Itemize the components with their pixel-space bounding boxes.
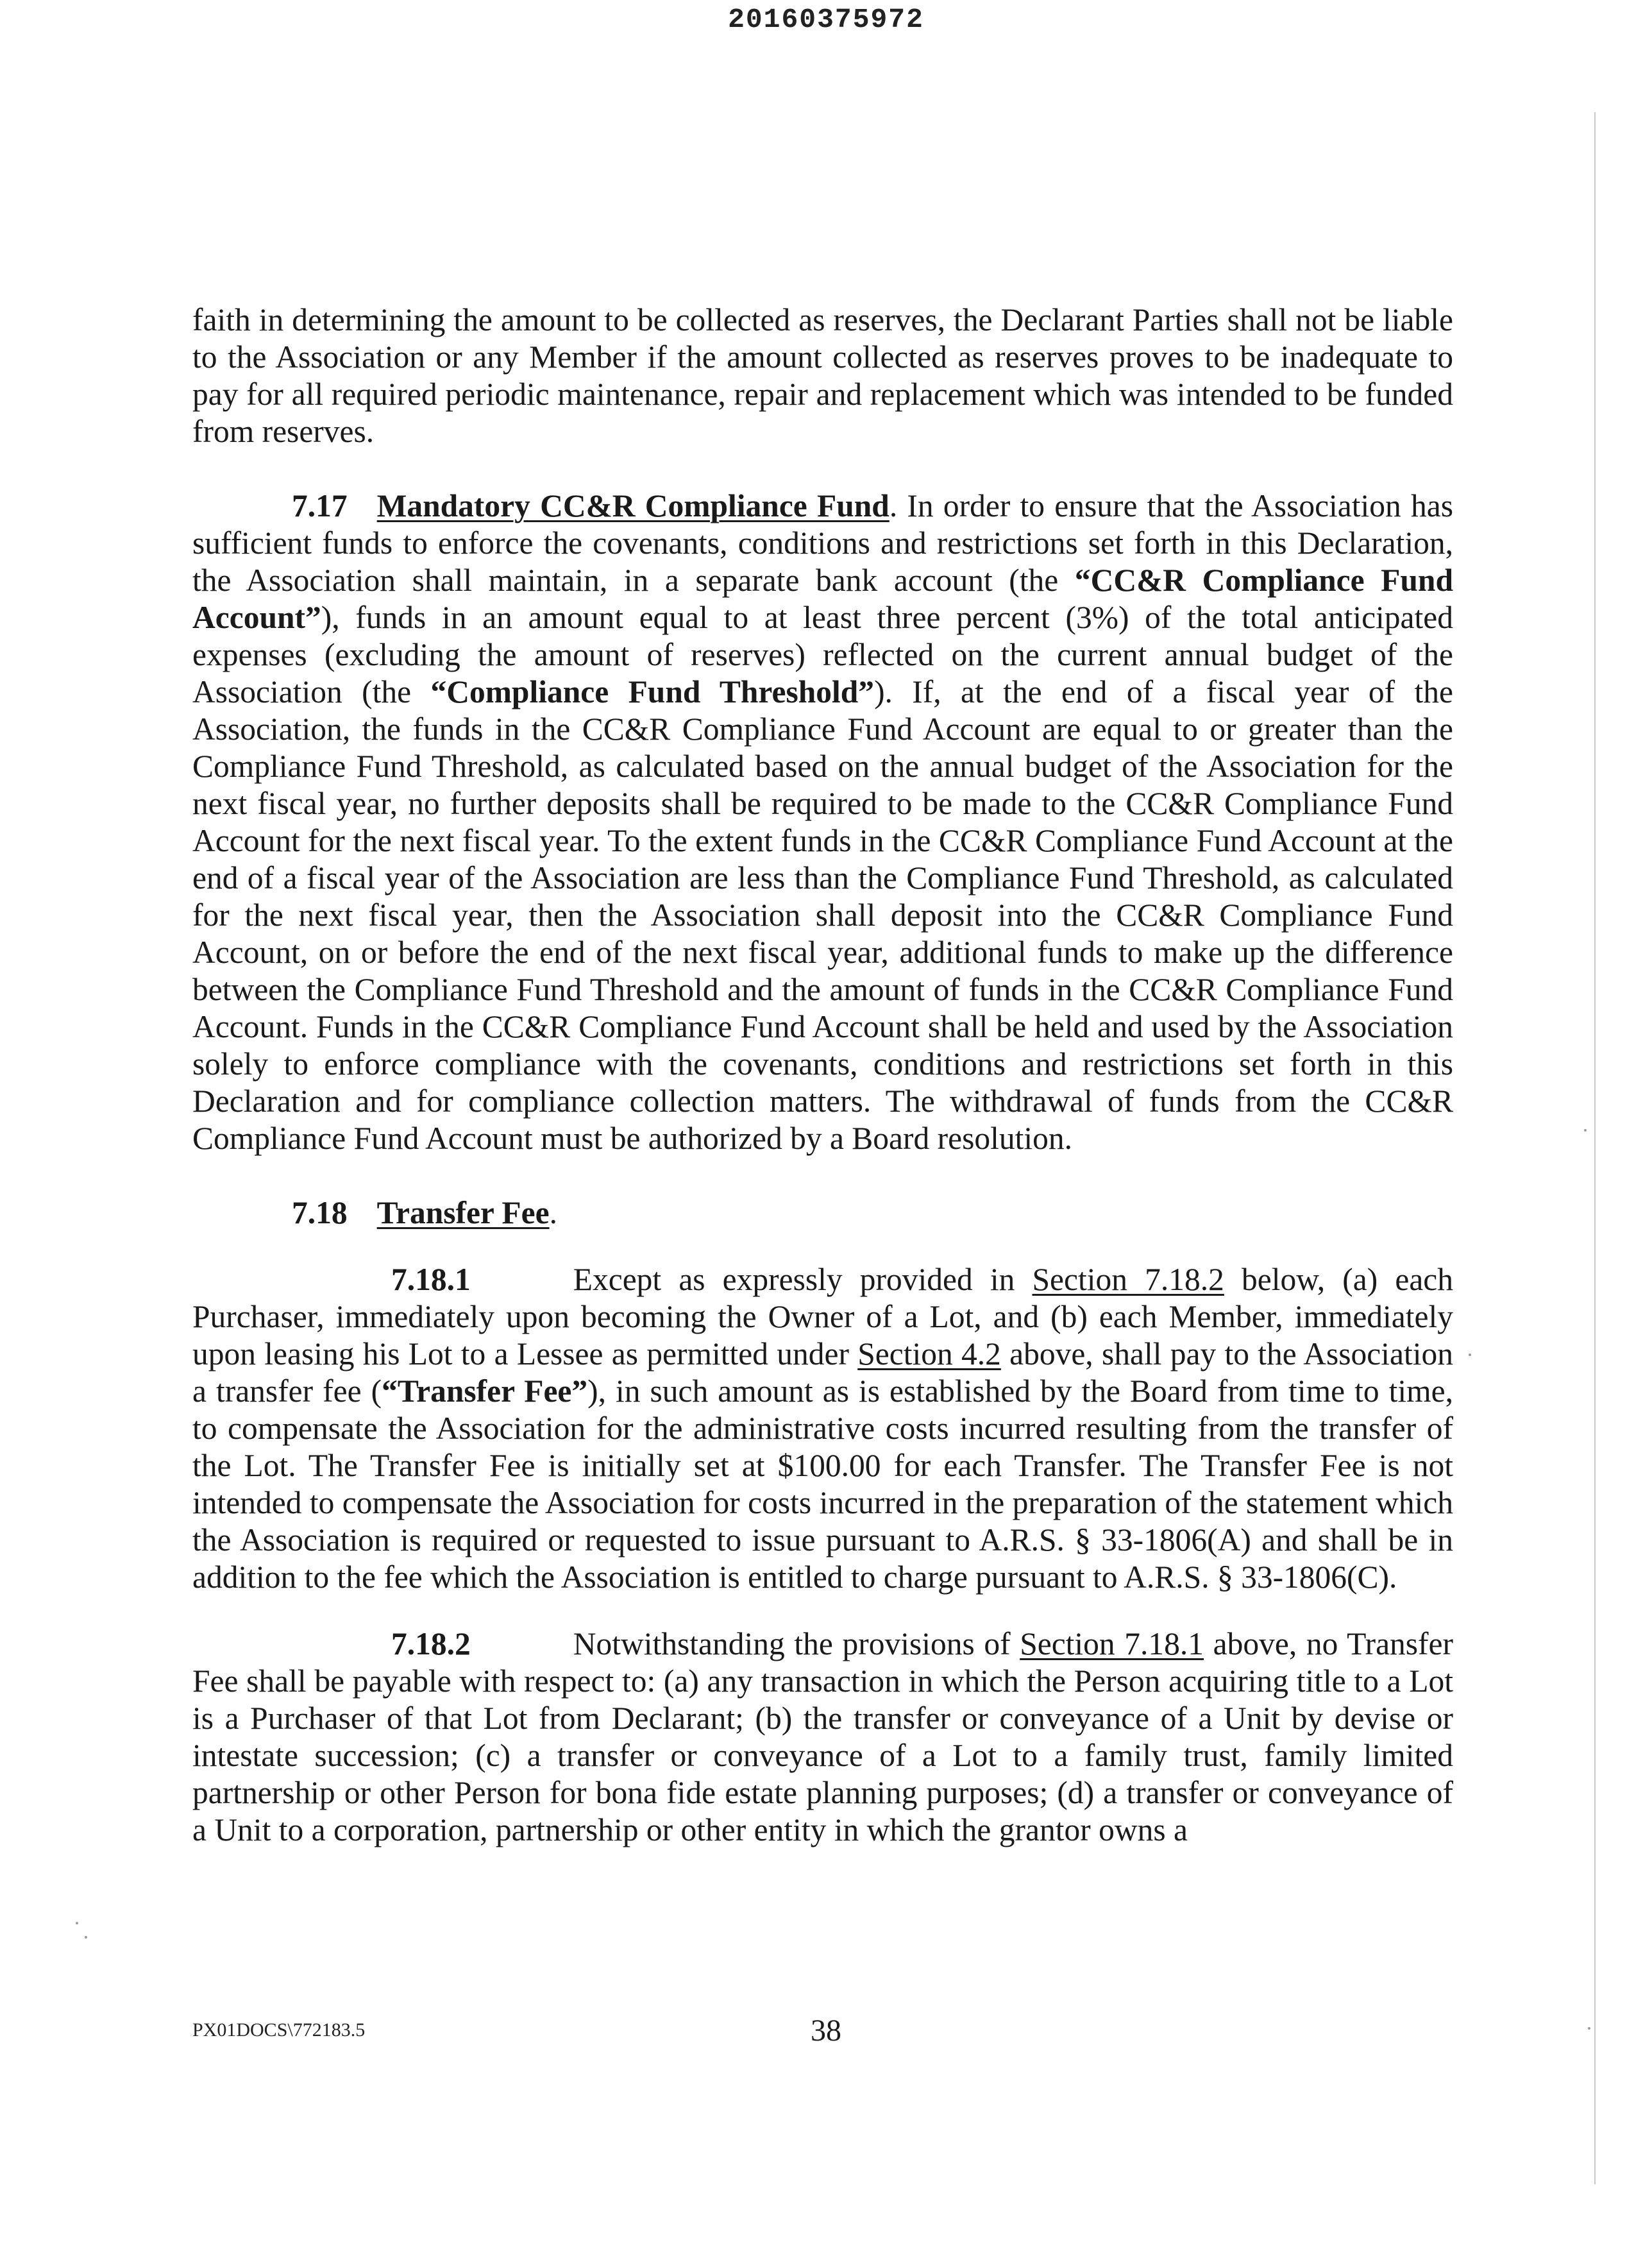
section-text: . In order to ensure that the Association has sufficient funds to enforce the covenants, conditions and restrictions set forth in this Declaration, the Association shall maintain, in a separate bank account (the (192, 488, 1453, 598)
scan-speck (1584, 1129, 1587, 1132)
document-number: 20160375972 (728, 4, 924, 35)
scan-speck (76, 1922, 78, 1924)
section-number: 7.17 (292, 488, 348, 523)
defined-term: “Transfer Fee” (382, 1373, 588, 1409)
scan-edge-line (1594, 112, 1596, 2184)
continuation-paragraph: faith in determining the amount to be collected as reserves, the Declarant Parties shall not be liable to the Association or any Member if the amount collected as reserves proves to be inadequate to pay for all required periodic maintenance, repair and replacement which was intended to be funded from reserves. (192, 302, 1453, 449)
section-reference: Section 7.18.2 (1032, 1262, 1224, 1297)
section-number: 7.18.2 (391, 1626, 471, 1661)
section-title: Mandatory CC&R Compliance Fund (376, 488, 889, 523)
section-7-18-1 (192, 1261, 1453, 1596)
defined-term: “Compliance Fund Threshold” (430, 674, 875, 709)
section-title: Transfer Fee (376, 1195, 550, 1230)
section-text: ), in such amount as is established by the Board from time to time, to compensate the Association for the administrative costs incurred resulting from the transfer of the Lot. The Transfer Fee is initially set at $100.00 for each Transfer. The Transfer Fee is not intended to compensate the Association for costs incurred in the preparation of the statement which the Association is required or requested to issue pursuant to A.R.S. § 33-1806(A) and shall be in addition to the fee which the Association is entitled to charge pursuant to A.R.S. § 33-1806(C). (192, 1373, 1453, 1595)
section-text: ), funds in an amount equal to at least three percent (3%) of the total anticipated expenses (excluding the amount of reserves) reflected on the current annual budget of the Association (the (192, 600, 1453, 709)
scan-speck (1469, 1354, 1471, 1356)
section-text: ). If, at the end of a fiscal year of the Association, the funds in the CC&R Compliance Fund Account are equal to or greater than the Compliance Fund Threshold, as calculated based on the annual budget of the Association for the next fiscal year, no further deposits shall be required to be made to the CC&R Compliance Fund Account for the next fiscal year. To the extent funds in the CC&R Compliance Fund Account at the end of a fiscal year of the Association are less than the Compliance Fund Threshold, as calculated for the next fiscal year, then the Association shall deposit into the CC&R Compliance Fund Account, on or before the end of the next fiscal year, additional funds to make up the difference between the Compliance Fund Threshold and the amount of funds in the CC&R Compliance Fund Account. Funds in the CC&R Compliance Fund Account shall be held and used by the Association solely to enforce compliance with the covenants, conditions and restrictions set forth in this Declaration and for compliance collection matters. The withdrawal of funds from the CC&R Compliance Fund Account must be authorized by a Board resolution. (192, 674, 1454, 1156)
section-7-18-heading (192, 1194, 1453, 1232)
section-text: below, (a) each Purchaser, immediately upon becoming the Owner of a Lot, and (b) each Member, immediately upon leasing his Lot to a Lessee as permitted under (192, 1262, 1454, 1371)
page-number: 38 (811, 2014, 841, 2048)
section-number: 7.18.1 (391, 1262, 471, 1297)
scan-speck (85, 1936, 87, 1939)
section-7-17 (192, 488, 1453, 1157)
section-text: . (549, 1195, 557, 1230)
section-text: Except as expressly provided in (573, 1262, 1032, 1297)
section-reference: Section 4.2 (857, 1336, 1001, 1371)
footer-document-code: PX01DOCS\772183.5 (192, 2019, 366, 2041)
section-reference: Section 7.18.1 (1020, 1626, 1204, 1661)
section-text: above, shall pay to the Association a transfer fee ( (192, 1336, 1453, 1409)
section-text: Notwithstanding the provisions of (573, 1626, 1020, 1661)
defined-term: “CC&R Compliance Fund Account” (192, 563, 1453, 635)
section-7-18-2 (192, 1626, 1453, 1849)
section-text: above, no Transfer Fee shall be payable with respect to: (a) any transaction in which the Person acquiring title to a Lot is a Purchaser of that Lot from Declarant; (b) the transfer or conveyance of a Unit by devise or intestate succession; (c) a transfer or conveyance of a Lot to a family trust, family limited partnership or other Person for bona fide estate planning purposes; (d) a transfer or conveyance of a Unit to a corporation, partnership or other entity in which the grantor owns a (192, 1626, 1453, 1847)
section-number: 7.18 (292, 1195, 348, 1230)
document-body (192, 301, 1453, 1849)
